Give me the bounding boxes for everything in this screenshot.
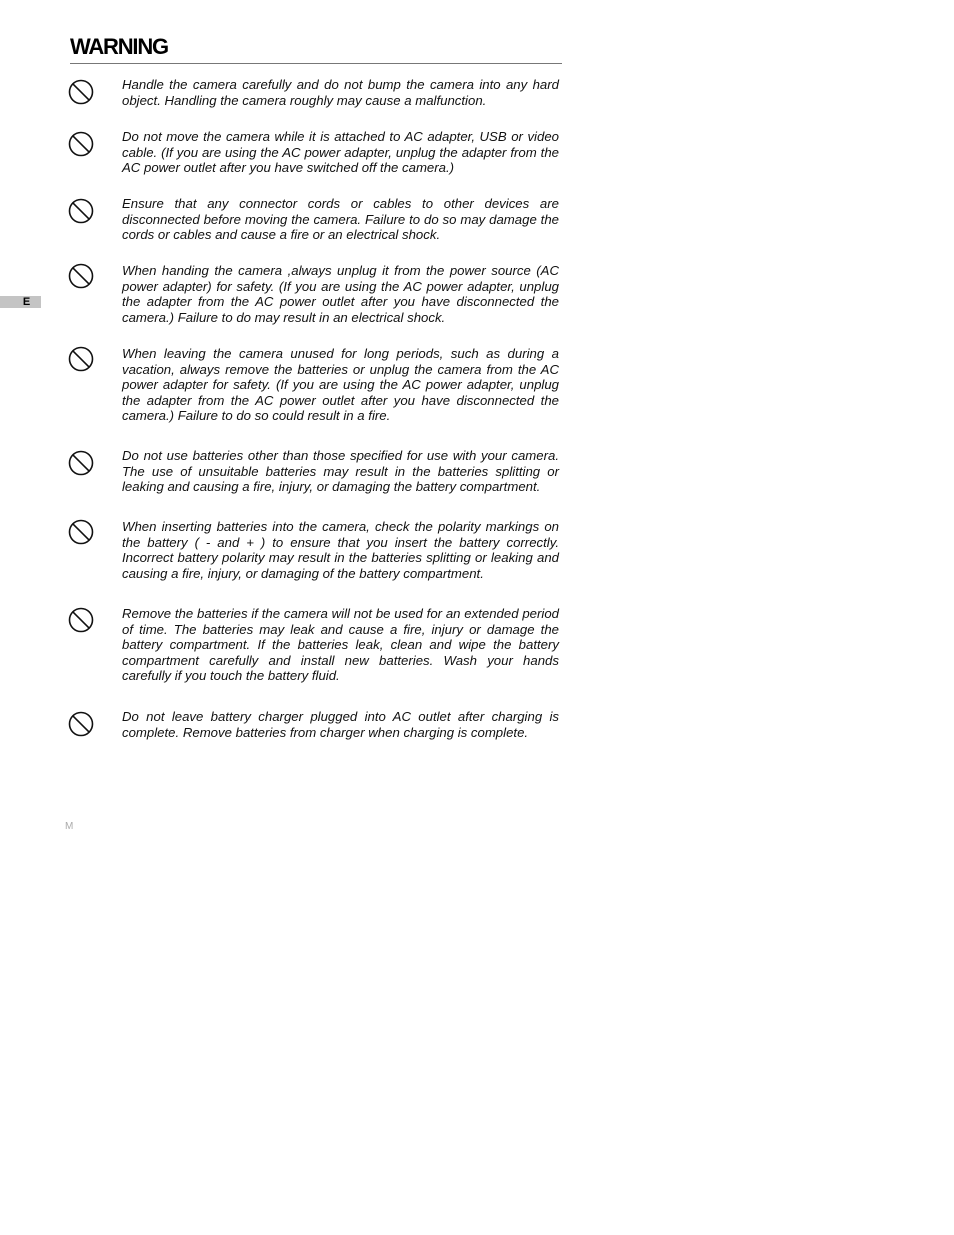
warning-text: Ensure that any connector cords or cables to other devices are disconnected before moving the camera. Failure to do so may damage the cords or cables and cause a fire or an electrical shock. (122, 196, 559, 243)
warning-text: Do not leave battery charger plugged into AC outlet after charging is complete. Remove batteries from charger when charging is complete. (122, 709, 559, 740)
warning-text: Handle the camera carefully and do not bump the camera into any hard object. Handling the camera roughly may cause a malfunction. (122, 77, 559, 108)
warning-text: Do not use batteries other than those specified for use with your camera. The use of unsuitable batteries may result in the batteries splitting or leaking and causing a fire, injury, or damaging the battery compartment. (122, 448, 559, 495)
warning-text: When leaving the camera unused for long periods, such as during a vacation, always remove the batteries or unplug the camera from the AC power adapter for safety. (If you are using the AC power adapter, unplug the adapter from the AC power outlet after you have disconnected the camera.) Failure to do so could result in a fire. (122, 346, 559, 424)
prohibition-icon (68, 263, 94, 289)
language-tab: E (0, 296, 41, 308)
page-title: WARNING (70, 34, 168, 59)
prohibition-icon (68, 346, 94, 372)
warning-text: When handing the camera ,always unplug it from the power source (AC power adapter) for safety. (If you are using the AC power adapter, unplug the adapter from the AC power outlet after you have disconnected the camera.) Failure to do may result in an electrical shock. (122, 263, 559, 325)
title-divider (70, 63, 562, 64)
prohibition-icon (68, 519, 94, 545)
page-footer-mark: M (65, 821, 74, 832)
prohibition-icon (68, 607, 94, 633)
prohibition-icon (68, 79, 94, 105)
prohibition-icon (68, 711, 94, 737)
prohibition-icon (68, 450, 94, 476)
warning-text: Remove the batteries if the camera will not be used for an extended period of time. The batteries may leak and cause a fire, injury or damage the battery compartment. If the batteries leak, clean and wipe the battery compartment carefully and install new batteries. Wash your hands carefully if you touch the battery fluid. (122, 606, 559, 684)
prohibition-icon (68, 198, 94, 224)
prohibition-icon (68, 131, 94, 157)
warning-text: Do not move the camera while it is attached to AC adapter, USB or video cable. (If you are using the AC power adapter, unplug the adapter from the AC power outlet after you have switched off the camera.) (122, 129, 559, 176)
warning-text: When inserting batteries into the camera, check the polarity markings on the battery ( - and + ) to ensure that you insert the battery correctly. Incorrect battery polarity may result in the batteries splitting or leaking and causing a fire, injury, or damaging of the battery compartment. (122, 519, 559, 581)
